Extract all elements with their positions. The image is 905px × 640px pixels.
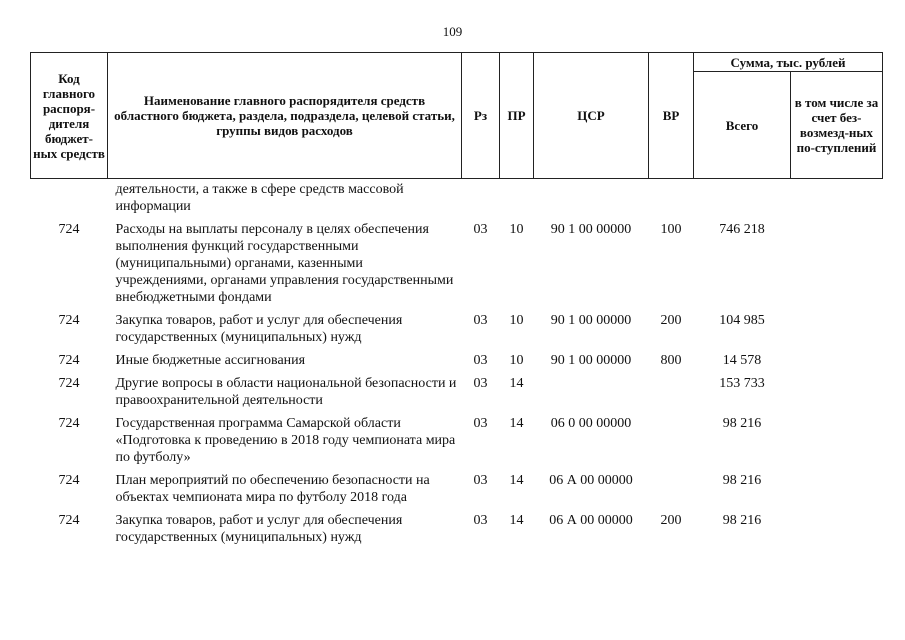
header-sum: Сумма, тыс. рублей: [694, 53, 883, 72]
cell-code: 724: [58, 376, 80, 391]
cell-incl: [791, 375, 883, 415]
cell-name: План мероприятий по обеспечению безопасности на объектах чемпионата мира по футболу 2018 года: [115, 473, 430, 505]
cell-rz: 03: [473, 416, 488, 431]
cell-vr: 200: [660, 513, 682, 528]
cell-rz: 03: [473, 376, 488, 391]
cell-incl: [791, 221, 883, 312]
cell-code: 724: [58, 473, 80, 488]
cell-pr: 14: [509, 416, 524, 431]
table-row: [31, 221, 883, 312]
cell-rz: 03: [473, 313, 488, 328]
cell-total: [694, 179, 791, 222]
cell-total: 98 216: [722, 473, 762, 488]
cell-incl: [791, 512, 883, 552]
cell-csr: 90 1 00 00000: [550, 353, 632, 368]
cell-total: 104 985: [719, 313, 765, 328]
cell-name: Закупка товаров, работ и услуг для обеспечения государственных (муниципальных) нужд: [115, 313, 403, 345]
budget-table: [30, 52, 883, 552]
cell-total: 746 218: [719, 222, 765, 237]
header-name: Наименование главного распорядителя средств областного бюджета, раздела, подраздела, целевой статьи, группы видов расходов: [108, 53, 462, 179]
cell-total: 98 216: [722, 513, 762, 528]
cell-total: 14 578: [722, 353, 762, 368]
cell-name: Расходы на выплаты персоналу в целях обеспечения выполнения функций государственными (муниципальными) органами, казенными учреждениями, органами управления государственными внебюджетными фондами: [115, 222, 454, 305]
cell-name: Иные бюджетные ассигнования: [115, 353, 306, 368]
header-csr: ЦСР: [534, 53, 649, 179]
cell-csr: 06 А 00 00000: [549, 513, 633, 528]
cell-vr: 800: [660, 353, 682, 368]
table-row: [31, 179, 883, 222]
header-incl: в том числе за счет без-возмезд-ных по-ступлений: [791, 72, 883, 179]
cell-code: 724: [58, 353, 80, 368]
table-header: [31, 53, 883, 179]
cell-vr: 100: [660, 222, 682, 237]
cell-csr: [534, 375, 649, 415]
cell-csr: 90 1 00 00000: [550, 313, 632, 328]
cell-csr: 06 А 00 00000: [549, 473, 633, 488]
cell-pr: 14: [509, 376, 524, 391]
cell-total: 98 216: [722, 416, 762, 431]
cell-rz: 03: [473, 222, 488, 237]
cell-rz: [462, 179, 500, 222]
table-row: [31, 352, 883, 375]
cell-name: Государственная программа Самарской области «Подготовка к проведению в 2018 году чемпионата мира по футболу»: [115, 416, 456, 465]
table-row: [31, 472, 883, 512]
cell-csr: [534, 179, 649, 222]
header-total: Всего: [694, 72, 791, 179]
cell-name: Закупка товаров, работ и услуг для обеспечения государственных (муниципальных) нужд: [115, 513, 403, 545]
table-body: [31, 179, 883, 553]
cell-rz: 03: [473, 353, 488, 368]
cell-vr: [649, 179, 694, 222]
cell-pr: 14: [509, 513, 524, 528]
cell-rz: 03: [473, 473, 488, 488]
cell-vr: [649, 375, 694, 415]
cell-name: деятельности, а также в сфере средств массовой информации: [115, 182, 404, 214]
cell-total: 153 733: [719, 376, 765, 391]
cell-incl: [791, 179, 883, 222]
cell-vr: [649, 472, 694, 512]
cell-code: 724: [58, 222, 80, 237]
table-row: [31, 312, 883, 352]
table-row: [31, 375, 883, 415]
cell-incl: [791, 312, 883, 352]
cell-csr: 90 1 00 00000: [550, 222, 632, 237]
cell-pr: 10: [509, 313, 524, 328]
cell-pr: [500, 179, 534, 222]
cell-pr: 10: [509, 222, 524, 237]
cell-name: Другие вопросы в области национальной безопасности и правоохранительной деятельности: [115, 376, 457, 408]
cell-incl: [791, 415, 883, 472]
table-row: [31, 512, 883, 552]
cell-code: 724: [58, 313, 80, 328]
cell-code: [31, 179, 108, 222]
cell-incl: [791, 352, 883, 375]
cell-code: 724: [58, 513, 80, 528]
cell-incl: [791, 472, 883, 512]
header-rz: Рз: [462, 53, 500, 179]
header-vr: ВР: [649, 53, 694, 179]
cell-code: 724: [58, 416, 80, 431]
table-row: [31, 415, 883, 472]
cell-pr: 10: [509, 353, 524, 368]
header-pr: ПР: [500, 53, 534, 179]
cell-rz: 03: [473, 513, 488, 528]
page-number: 109: [442, 24, 463, 39]
header-code: Код главного распоря-дителя бюджет-ных средств: [31, 53, 108, 179]
cell-vr: [649, 415, 694, 472]
cell-vr: 200: [660, 313, 682, 328]
cell-pr: 14: [509, 473, 524, 488]
cell-csr: 06 0 00 00000: [550, 416, 632, 431]
